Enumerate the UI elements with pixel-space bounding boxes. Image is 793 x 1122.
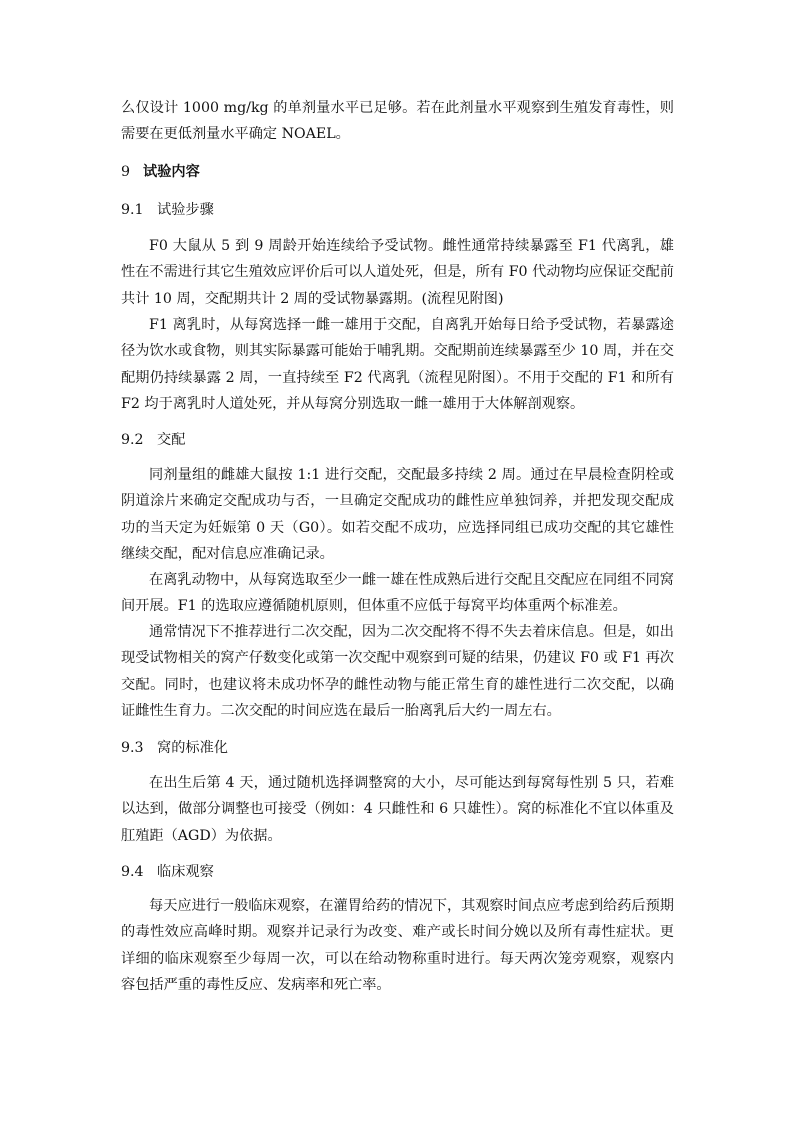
section-title: 试验内容 xyxy=(143,164,200,180)
paragraph-litter-standardization: 在出生后第 4 天，通过随机选择调整窝的大小，尽可能达到每窝每性别 5 只，若难以达到，做部分调整也可接受（例如：4 只雌性和 6 只雄性）。窝的标准化不宜以体重及肛殖距（AGD）为依据。 xyxy=(121,775,674,844)
paragraph-clinical-observation: 每天应进行一般临床观察，在灌胃给药的情况下，其观察时间点应考虑到给药后预期的毒性效应高峰时期。观察并记录行为改变、难产或长时间分娩以及所有毒性症状。更详细的临床观察至少每周一次，可以在给动物称重时进行。每天两次笼旁观察，观察内容包括严重的毒性反应、发病率和死亡率。 xyxy=(121,898,674,994)
paragraph-mating: 同剂量组的雌雄大鼠按 1:1 进行交配，交配最多持续 2 周。通过在早晨检查阴栓或阴道涂片来确定交配成功与否，一旦确定交配成功的雌性应单独饲养，并把发现交配成功的当天定为妊娠第 0 天（G0）。如若交配不成功，应选择同组已成功交配的其它雄性继续交配，配对信息应准确记录。 xyxy=(121,467,674,563)
section-heading-9 xyxy=(121,162,200,182)
paragraph-weanling-selection: 在离乳动物中，从每窝选取至少一雌一雄在性成熟后进行交配且交配应在同组不同窝间开展。F1 的选取应遵循随机原则，但体重不应低于每窝平均体重两个标准差。 xyxy=(121,572,674,615)
section-number: 9.1 xyxy=(121,202,144,218)
section-title: 临床观察 xyxy=(157,864,214,880)
section-title: 交配 xyxy=(157,432,186,448)
section-number: 9.4 xyxy=(121,864,144,880)
section-title: 窝的标准化 xyxy=(157,740,228,756)
section-heading-9-3 xyxy=(121,738,228,758)
paragraph-exposure-f0: F0 大鼠从 5 到 9 周龄开始连续给予受试物。雌性通常持续暴露至 F1 代离乳，雄性在不需进行其它生殖效应评价后可以人道处死，但是，所有 F0 代动物均应保证交配前共计 10 周，交配期共计 2 周的受试物暴露期。(流程见附图) xyxy=(121,238,674,307)
section-number: 9.3 xyxy=(121,740,144,756)
section-heading-9-1 xyxy=(121,200,214,220)
section-title: 试验步骤 xyxy=(157,202,214,218)
paragraph-continued: 么仅设计 1000 mg/kg 的单剂量水平已足够。若在此剂量水平观察到生殖发育毒性，则需要在更低剂量水平确定 NOAEL。 xyxy=(121,100,674,143)
section-heading-9-2 xyxy=(121,430,185,450)
section-number: 9 xyxy=(121,164,131,180)
paragraph-exposure-f1: F1 离乳时，从每窝选择一雌一雄用于交配，自离乳开始每日给予受试物，若暴露途径为饮水或食物，则其实际暴露可能始于哺乳期。交配期前连续暴露至少 10 周，并在交配期仍持续暴露 2 周，一直持续至 F2 代离乳（流程见附图）。不用于交配的 F1 和所有 F2 均于离乳时人道处死，并从每窝分别选取一雌一雄用于大体解剖观察。 xyxy=(121,317,674,413)
section-number: 9.2 xyxy=(121,432,144,448)
section-heading-9-4 xyxy=(121,862,214,882)
paragraph-second-mating: 通常情况下不推荐进行二次交配，因为二次交配将不得不失去着床信息。但是，如出现受试物相关的窝产仔数变化或第一次交配中观察到可疑的结果，仍建议 F0 或 F1 再次交配。同时，也建议将未成功怀孕的雌性动物与能正常生育的雄性进行二次交配，以确证雌性生育力。二次交配的时间应选在最后一胎离乳后大约一周左右。 xyxy=(121,624,674,720)
